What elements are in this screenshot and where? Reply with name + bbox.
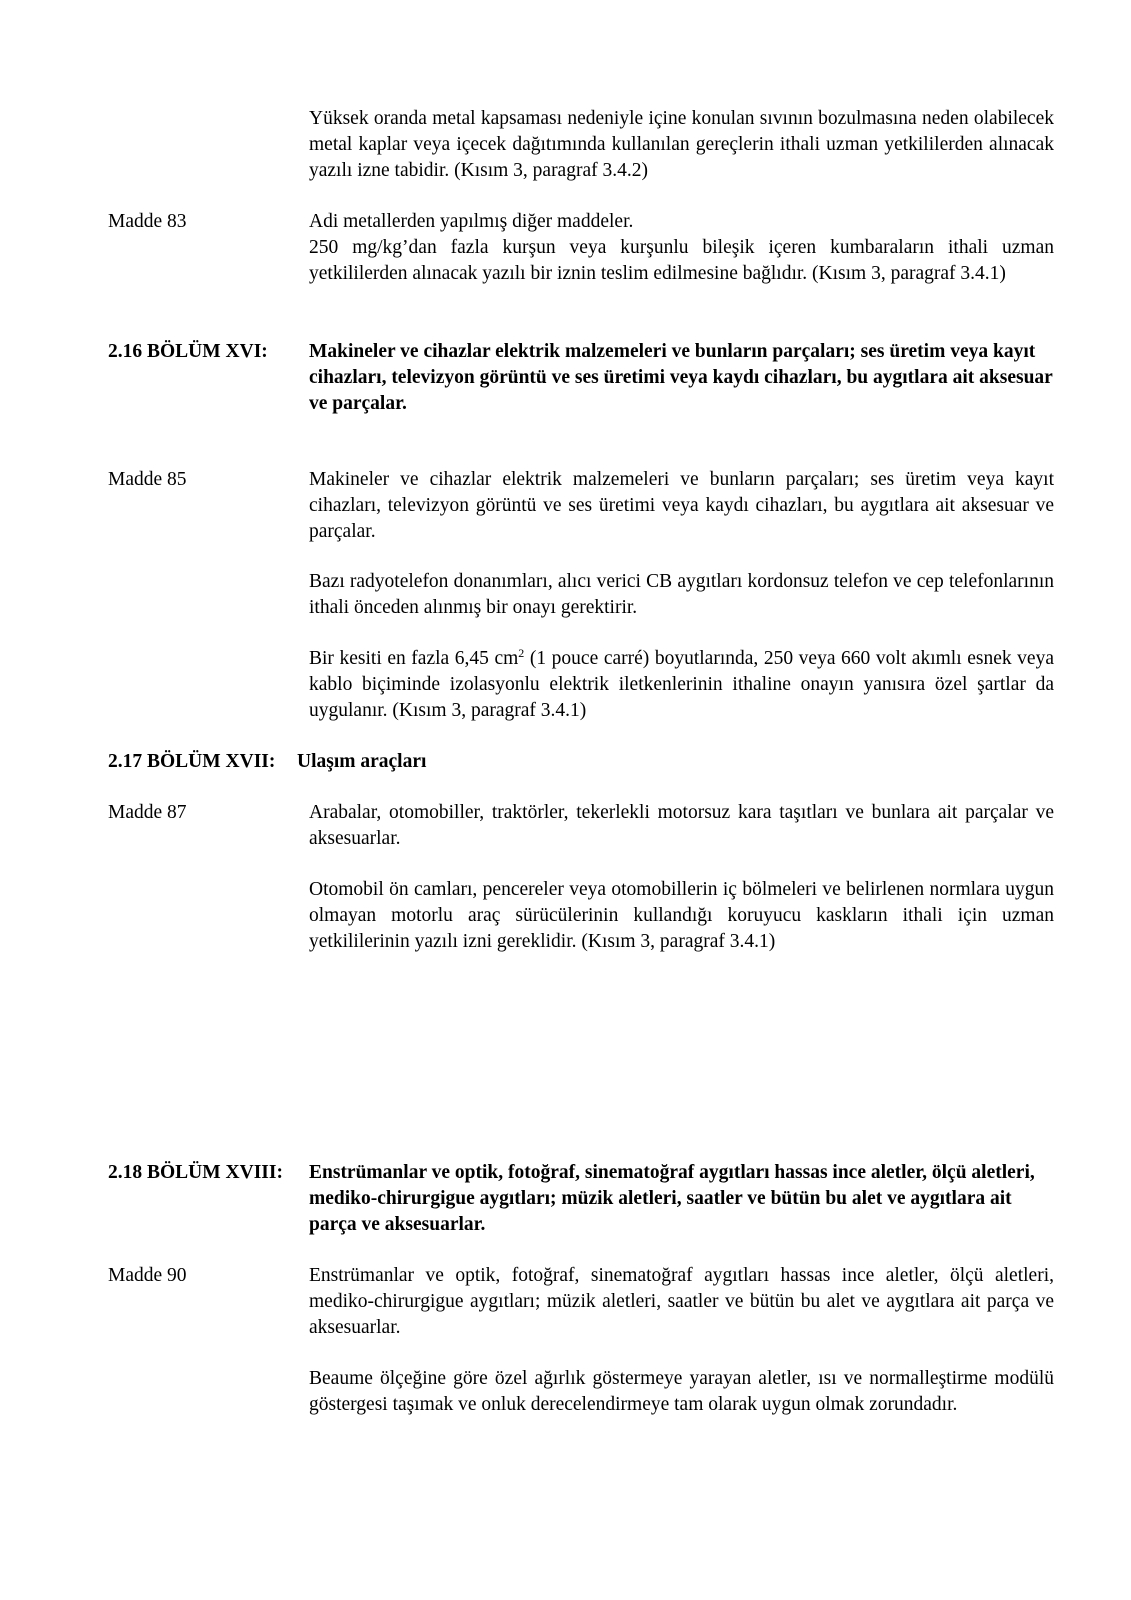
article-87-paragraph-1: Arabalar, otomobiller, traktörler, tekerlekli motorsuz kara taşıtları ve bunlara ait parçalar ve aksesuarlar. xyxy=(309,802,1054,849)
article-label-90: Madde 90 xyxy=(108,1265,187,1286)
article-label-83: Madde 83 xyxy=(108,211,187,232)
paragraph-metal-containers: Yüksek oranda metal kapsaması nedeniyle içine konulan sıvının bozulmasına neden olabilecek metal kaplar veya içecek dağıtımında kullanılan gereçlerin ithali uzman yetkililerden alınacak yazılı izne tabidir. (Kısım 3, paragraf 3.4.2) xyxy=(309,108,1054,181)
section-number-2-17: 2.17 BÖLÜM XVII: xyxy=(108,751,276,772)
section-number-2-18: 2.18 BÖLÜM XVIII: xyxy=(108,1162,283,1183)
article-83-line1: Adi metallerden yapılmış diğer maddeler. xyxy=(309,211,634,232)
article-83-paragraph: 250 mg/kg’dan fazla kurşun veya kurşunlu bileşik içeren kumbaraların ithali uzman yetkililerden alınacak yazılı bir iznin teslim edilmesine bağlıdır. (Kısım 3, paragraf 3.4.1) xyxy=(309,237,1054,284)
article-87-paragraph-2: Otomobil ön camları, pencereler veya otomobillerin iç bölmeleri ve belirlenen normlara uygun olmayan motorlu araç sürücülerinin kullandığı koruyucu kaskların ithali için uzman yetkililerinin yazılı izni gereklidir. (Kısım 3, paragraf 3.4.1) xyxy=(309,879,1054,952)
section-number-2-16: 2.16 BÖLÜM XVI: xyxy=(108,341,268,362)
article-85-paragraph-3 xyxy=(309,646,1054,724)
article-85-paragraph-3-rest: (1 pouce carré) boyutlarında, 250 veya 660 volt akımlı esnek veya kablo biçiminde izolasyonlu elektrik iletkenlerinin ithaline onayın yanısıra özel şartlar da uygulanır. (Kısım 3, paragraf 3.4.1) xyxy=(309,648,1054,721)
superscript-2: 2 xyxy=(518,646,525,660)
article-label-87: Madde 87 xyxy=(108,802,187,823)
article-85-paragraph-2: Bazı radyotelefon donanımları, alıcı verici CB aygıtları kordonsuz telefon ve cep telefonlarının ithali önceden alınmış bir onayı gerektirir. xyxy=(309,571,1054,618)
section-title-2-18: Enstrümanlar ve optik, fotoğraf, sinematoğraf aygıtları hassas ince aletler, ölçü aletleri, mediko-chirurgigue aygıtları; müzik aletleri, saatler ve bütün bu alet ve aygıtlara ait parça ve aksesuarlar. xyxy=(309,1162,1035,1235)
section-title-2-17: Ulaşım araçları xyxy=(297,751,427,772)
article-90-paragraph-1: Enstrümanlar ve optik, fotoğraf, sinematoğraf aygıtları hassas ince aletler, ölçü aletleri, mediko-chirurgigue aygıtları; müzik aletleri, saatler ve bütün bu alet ve aygıtlara ait parça ve aksesuarlar. xyxy=(309,1265,1054,1338)
section-title-2-16: Makineler ve cihazlar elektrik malzemeleri ve bunların parçaları; ses üretim veya kayıt cihazları, televizyon görüntü ve ses üretimi veya kaydı cihazları, bu aygıtlara ait aksesuar ve parçalar. xyxy=(309,341,1053,414)
article-90-paragraph-2: Beaume ölçeğine göre özel ağırlık göstermeye yarayan aletler, ısı ve normalleştirme modülü göstergesi taşımak ve onluk derecelendirmeye tam olarak uygun olmak zorundadır. xyxy=(309,1368,1054,1415)
article-label-85: Madde 85 xyxy=(108,469,187,490)
article-85-paragraph-3-start: Bir kesiti en fazla 6,45 cm xyxy=(309,648,519,669)
article-85-paragraph-1: Makineler ve cihazlar elektrik malzemeleri ve bunların parçaları; ses üretim veya kayıt cihazları, televizyon görüntü ve ses üretimi veya kaydı cihazları, bu aygıtlara ait aksesuar ve parçalar. xyxy=(309,469,1054,542)
